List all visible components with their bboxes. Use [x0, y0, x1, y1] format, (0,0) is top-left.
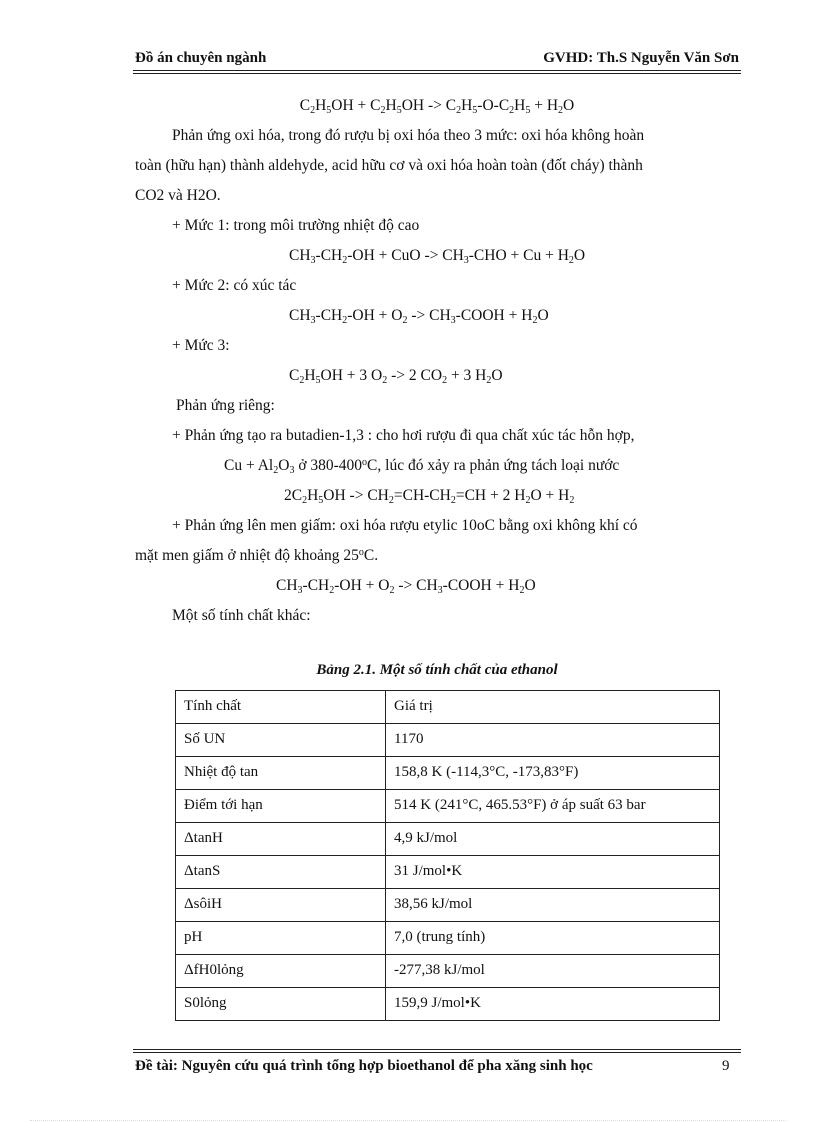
property-value-cell: 4,9 kJ/mol: [386, 823, 720, 856]
table-row: [176, 856, 720, 889]
table-row: [176, 823, 720, 856]
paragraph-oxidation-3: CO2 và H2O.: [135, 187, 221, 204]
footer-rule-2: [133, 1052, 741, 1053]
header-right: GVHD: Th.S Nguyễn Văn Sơn: [543, 50, 739, 66]
property-value-cell: 31 J/mol•K: [386, 856, 720, 889]
property-value-cell: Giá trị: [386, 691, 720, 724]
property-name-cell: Điểm tới hạn: [176, 790, 386, 823]
footer-title: Đề tài: Nguyên cứu quá trình tổng hợp bioethanol để pha xăng sinh học: [135, 1058, 593, 1074]
property-name-cell: ΔtanH: [176, 823, 386, 856]
equation-level-2: $CH_3-CH_2-OH + O_2$ -> $CH_3$-COOH + $H_2O$: [289, 307, 549, 326]
butadiene-text-1: + Phản ứng tạo ra butadien-1,3 : cho hơi rượu đi qua chất xúc tác hỗn hợp,: [172, 427, 635, 444]
footer-rule: [133, 1049, 741, 1050]
property-name-cell: ΔsôiH: [176, 889, 386, 922]
property-name-cell: pH: [176, 922, 386, 955]
specific-reactions-label: Phản ứng riêng:: [176, 397, 275, 414]
page-header: [133, 50, 739, 70]
properties-table: [175, 690, 720, 1021]
page-bottom-dots: [30, 1120, 786, 1121]
property-value-cell: 158,8 K (-114,3°C, -173,83°F): [386, 757, 720, 790]
property-name-cell: ΔtanS: [176, 856, 386, 889]
property-name-cell: Số UN: [176, 724, 386, 757]
equation-butadiene: $2C_2H_5OH -> CH_2=CH-CH_2=CH + 2$ $H_2O + H_2$: [284, 487, 575, 506]
property-name-cell: ΔfH0lỏng: [176, 955, 386, 988]
level-3-label: + Mức 3:: [172, 337, 230, 354]
equation-level-1: $CH_3-CH_2-OH$ + CuO -> $CH_3$-CHO + $Cu + H_2O$: [289, 247, 586, 266]
paragraph-oxidation-1: Phản ứng oxi hóa, trong đó rượu bị oxi hóa theo 3 mức: oxi hóa không hoàn: [172, 127, 645, 144]
property-name-cell: S0lỏng: [176, 988, 386, 1021]
butadiene-text-2: $Cu + Al_2O_3$ ở 380-400$^o$C, lúc đó xảy ra phản ứng tách loại nước: [224, 457, 620, 476]
level-1-label: + Mức 1: trong môi trường nhiệt độ cao: [172, 217, 420, 234]
vinegar-text-2-head: mặt men giấm ở nhiệt độ khoảng 25: [135, 547, 359, 564]
header-rule-2: [133, 73, 741, 74]
vinegar-text-2-tail: C.: [363, 547, 379, 564]
header-rule: [133, 70, 741, 71]
table-caption: Bảng 2.1. Một số tính chất của ethanol: [316, 662, 558, 678]
table-row: [176, 724, 720, 757]
property-value-cell: 1170: [386, 724, 720, 757]
property-value-cell: -277,38 kJ/mol: [386, 955, 720, 988]
table-row: [176, 691, 720, 724]
butadiene-text-2-tail: C, lúc đó xảy ra phản ứng tách loại nước: [367, 457, 620, 474]
paragraph-oxidation-2: toàn (hữu hạn) thành aldehyde, acid hữu cơ và oxi hóa hoàn toàn (đốt cháy) thành: [135, 157, 643, 174]
table-row: [176, 988, 720, 1021]
table-row: [176, 757, 720, 790]
property-name-cell: Tính chất: [176, 691, 386, 724]
level-2-label: + Mức 2: có xúc tác: [172, 277, 297, 294]
equation-ether: $C_2H_5OH + C_2H_5OH -> C_2H_5-O-C_2H_5 + H_2O$: [299, 97, 575, 116]
other-properties-label: Một số tính chất khác:: [172, 607, 311, 624]
vinegar-text-2: mặt men giấm ở nhiệt độ khoảng 25$^o$C.: [135, 547, 379, 564]
table-row: [176, 889, 720, 922]
equation-level-3: $C_2H_5OH + 3$ $O_2 -> 2$ $CO_2 + 3$ $H_2O$: [289, 367, 503, 386]
equation-vinegar: $CH_3-CH_2-OH + O_2$ -> $CH_3$-COOH + $H_2O$: [276, 577, 536, 596]
table-row: [176, 790, 720, 823]
table-row: [176, 955, 720, 988]
property-name-cell: Nhiệt độ tan: [176, 757, 386, 790]
header-left: Đồ án chuyên ngành: [135, 50, 267, 66]
page-number: 9: [722, 1058, 730, 1074]
vinegar-text-1: + Phản ứng lên men giấm: oxi hóa rượu etylic 10oC bằng oxi không khí có: [172, 517, 638, 534]
property-value-cell: 514 K (241°C, 465.53°F) ở áp suất 63 bar: [386, 790, 720, 823]
property-value-cell: 38,56 kJ/mol: [386, 889, 720, 922]
property-value-cell: 159,9 J/mol•K: [386, 988, 720, 1021]
property-value-cell: 7,0 (trung tính): [386, 922, 720, 955]
table-row: [176, 922, 720, 955]
